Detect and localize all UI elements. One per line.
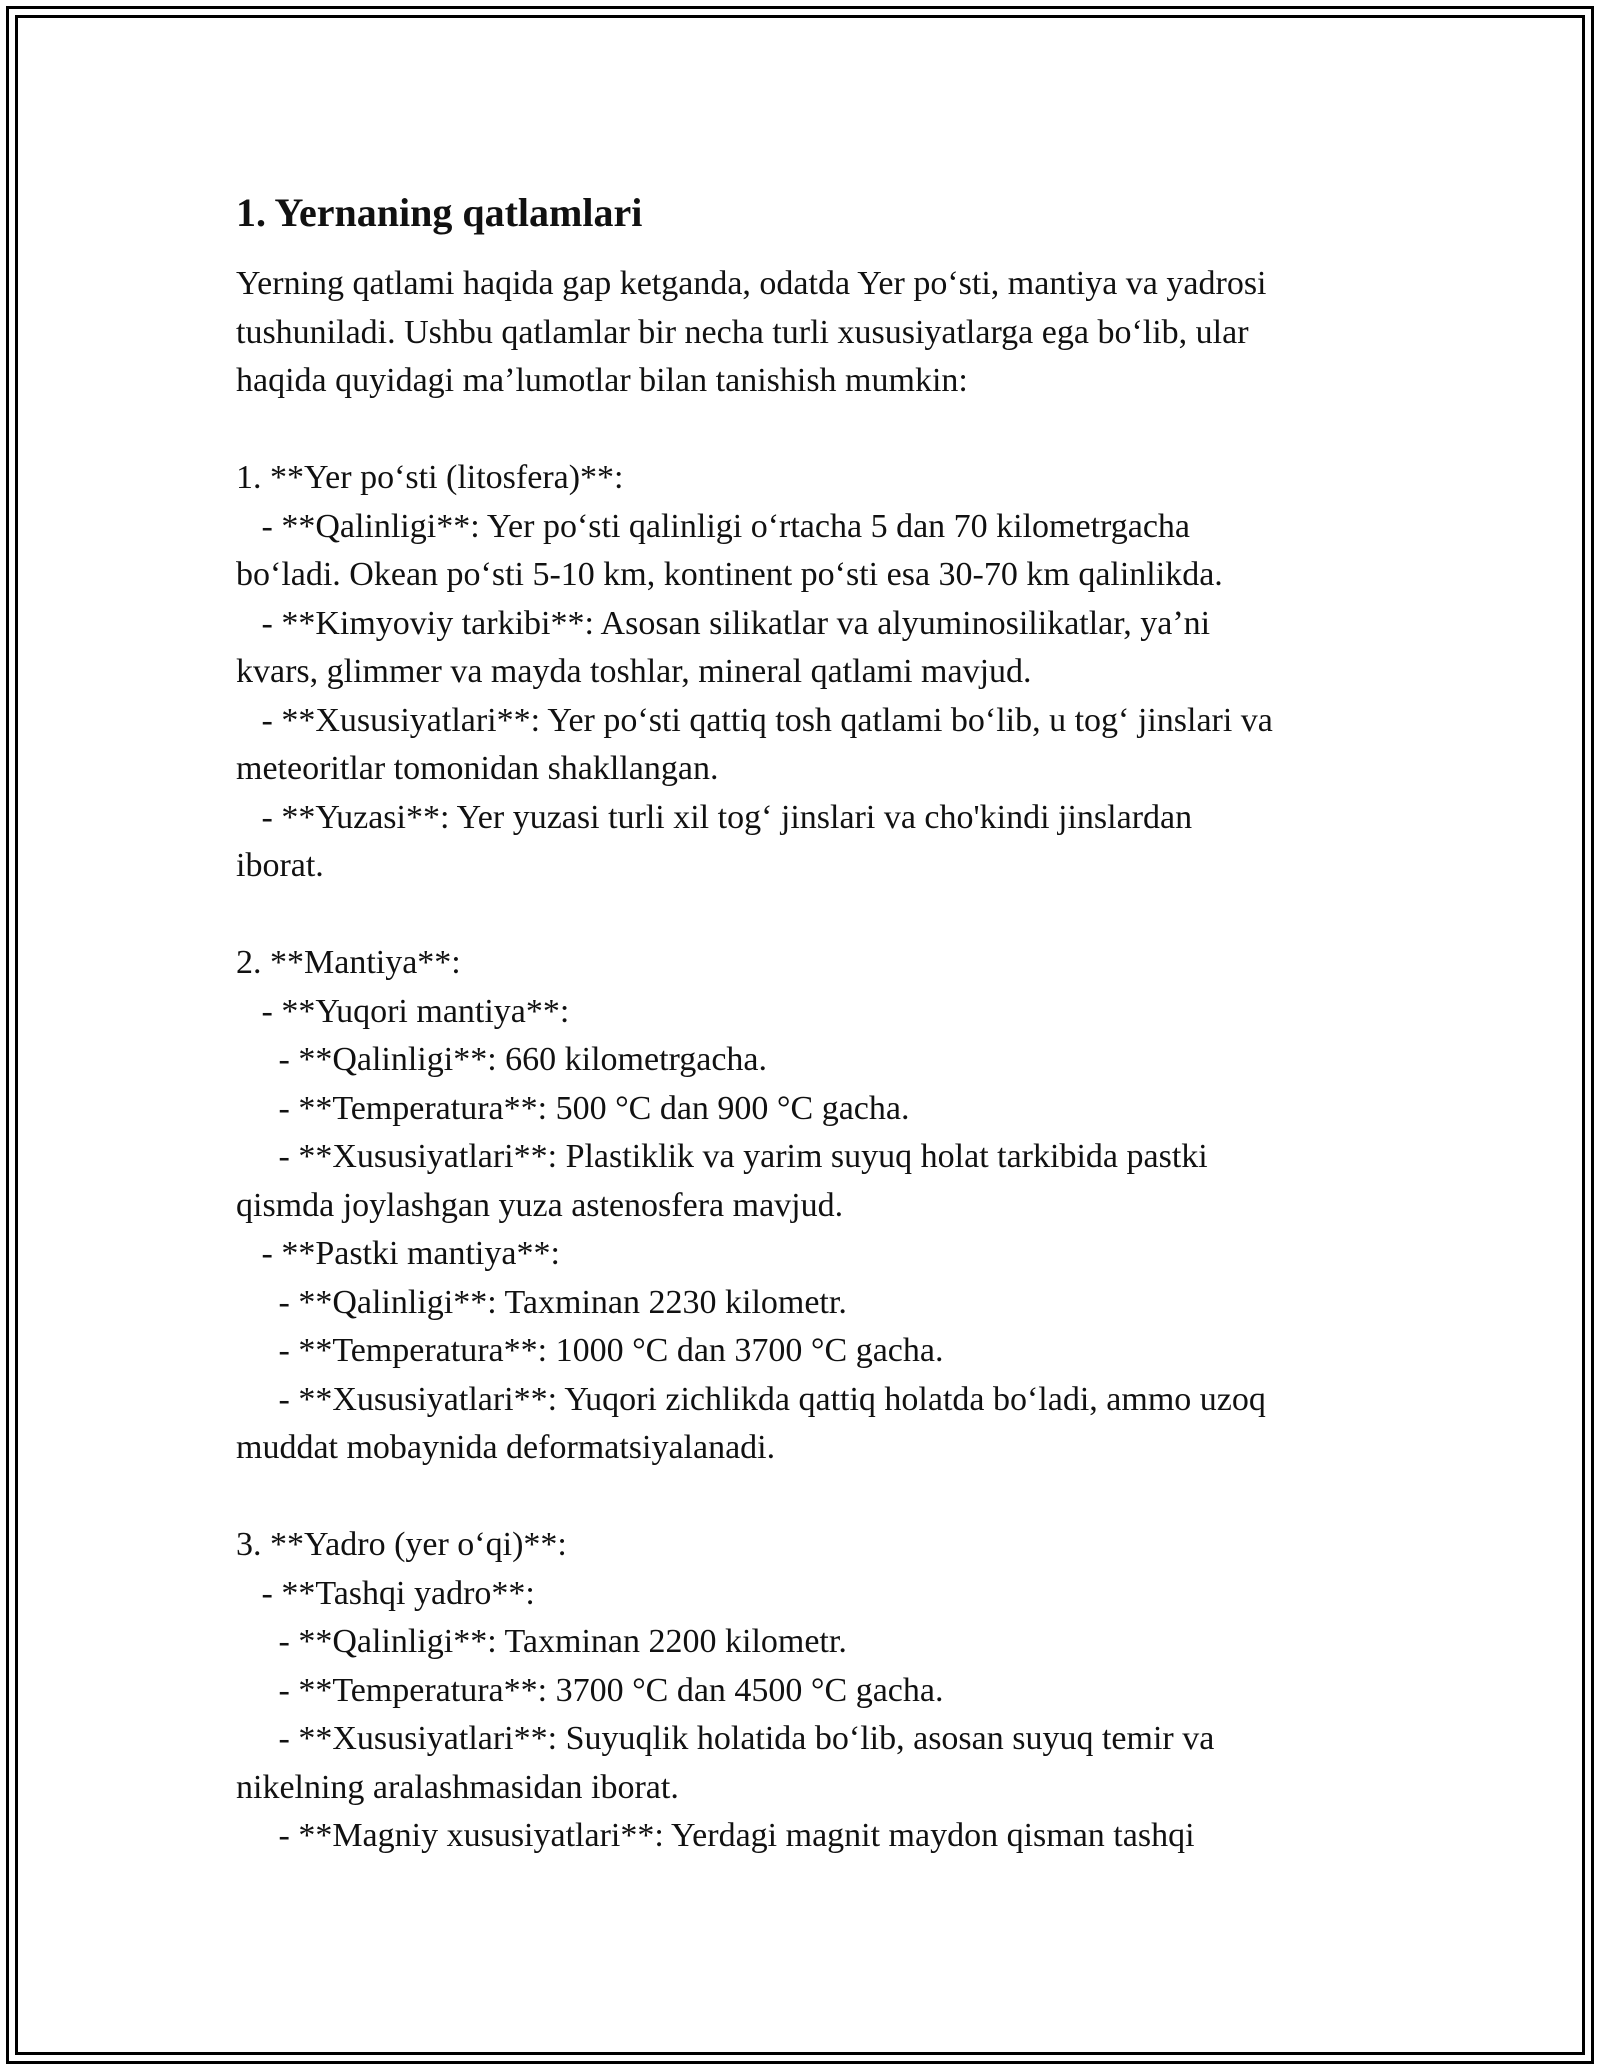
section-body-text: Yerning qatlami haqida gap ketganda, odatda Yer poʻsti, mantiya va yadrosi tushuniladi. Ushbu qatlamlar bir necha turli xususiyatlarga ega boʻlib, ular haqida quyidagi maʼlumotlar bilan tanishish mumkin: 1. **Yer poʻsti (litosfera)**: - **Qalinligi**: Yer poʻsti qalinligi oʻrtacha 5 dan 70 kilometrgacha boʻladi. Okean poʻsti 5-10 km, kontinent poʻsti esa 30-70 km qalinlikda. - **Kimyoviy tarkibi**: Asosan silikatlar va alyuminosilikatlar, yaʼni kvars, glimmer va mayda toshlar, mineral qatlami mavjud. - **Xususiyatlari**: Yer poʻsti qattiq tosh qatlami boʻlib, u togʻ jinslari va meteoritlar tomonidan shakllangan. - **Yuzasi**: Yer yuzasi turli xil togʻ jinslari va cho'kindi jinslardan iborat. 2. **Mantiya**: - **Yuqori mantiya**: - **Qalinligi**: 660 kilometrgacha. - **Temperatura**: 500 °C dan 900 °C gacha. - **Xususiyatlari**: Plastiklik va yarim suyuq holat tarkibida pastki qismda joylashgan yuza astenosfera mavjud. - **Pastki mantiya**: - **Qalinligi**: Taxminan 2230 kilometr. - **Temperatura**: 1000 °C dan 3700 °C gacha. - **Xususiyatlari**: Yuqori zichlikda qattiq holatda boʻladi, ammo uzoq muddat mobaynida deformatsiyalanadi. 3. **Yadro (yer oʻqi)**: - **Tashqi yadro**: - **Qalinligi**: Taxminan 2200 kilometr. - **Temperatura**: 3700 °C dan 4500 °C gacha. - **Xususiyatlari**: Suyuqlik holatida boʻlib, asosan suyuq temir va nikelning aralashmasidan iborat. - **Magniy xususiyatlari**: Yerdagi magnit maydon qisman tashqi <box>236 265 1273 1854</box>
section-heading: 1. Yernaning qatlamlari <box>236 190 643 235</box>
document-content <box>236 186 1386 1861</box>
